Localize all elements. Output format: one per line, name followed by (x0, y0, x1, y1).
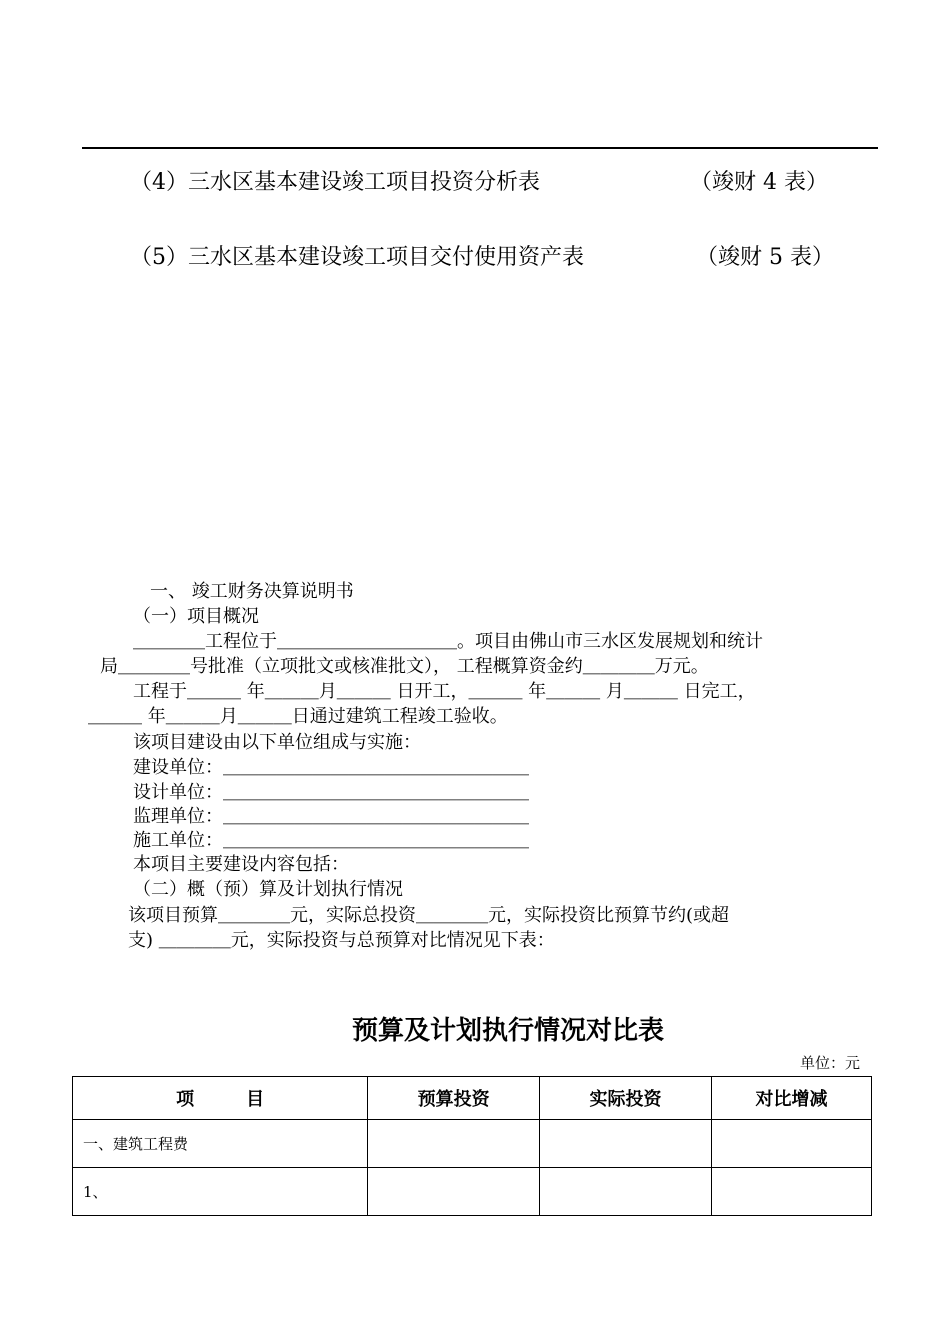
table-cell: 1、 (73, 1168, 368, 1216)
col-header-item-part-2: 目 (246, 1089, 265, 1110)
paragraph-2-line-1: 工程于＿＿＿ 年＿＿＿月＿＿＿ 日开工，＿＿＿ 年＿＿＿ 月＿＿＿ 日完工， (133, 681, 756, 702)
unit-build-line: 建设单位：＿＿＿＿＿＿＿＿＿＿＿＿＿＿＿＿＿ (133, 757, 529, 778)
list-item-5-code: （竣财 5 表） (696, 245, 834, 270)
paragraph-5-line-1: 该项目预算＿＿＿＿元，实际总投资＿＿＿＿元，实际投资比预算节约(或超 (128, 905, 730, 926)
subsection-heading-1: （一）项目概况 (133, 606, 259, 627)
table-cell (711, 1120, 871, 1168)
col-header-actual: 实际投资 (540, 1077, 712, 1120)
list-item-5 (130, 240, 584, 271)
table-cell (540, 1168, 712, 1216)
unit-supervise-line: 监理单位：＿＿＿＿＿＿＿＿＿＿＿＿＿＿＿＿＿ (133, 806, 529, 827)
list-item-4 (130, 165, 540, 196)
list-item-4-label: （4）三水区基本建设竣工项目投资分析表 (130, 170, 540, 195)
section-heading: 一、 竣工财务决算说明书 (150, 581, 354, 602)
table-cell: 一、建筑工程费 (73, 1120, 368, 1168)
list-item-5-label: （5）三水区基本建设竣工项目交付使用资产表 (130, 245, 584, 270)
table-row (73, 1120, 872, 1168)
subsection-heading-2: （二）概（预）算及计划执行情况 (133, 879, 403, 900)
paragraph-1-line-1: ＿＿＿＿工程位于＿＿＿＿＿＿＿＿＿＿。项目由佛山市三水区发展规划和统计 (133, 631, 763, 652)
comparison-table (72, 1076, 872, 1216)
col-header-item (73, 1077, 368, 1120)
paragraph-4: 本项目主要建设内容包括： (133, 854, 349, 875)
table-header-row (73, 1077, 872, 1120)
list-item-4-code: （竣财 4 表） (690, 170, 828, 195)
table-unit: 单位：元 (800, 1054, 861, 1072)
header-rule (82, 147, 878, 149)
table-cell (368, 1120, 540, 1168)
table-cell (368, 1168, 540, 1216)
table-title: 预算及计划执行情况对比表 (351, 1016, 664, 1046)
unit-construct-line: 施工单位：＿＿＿＿＿＿＿＿＿＿＿＿＿＿＿＿＿ (133, 830, 529, 851)
unit-design-line: 设计单位：＿＿＿＿＿＿＿＿＿＿＿＿＿＿＿＿＿ (133, 782, 529, 803)
col-header-budget: 预算投资 (368, 1077, 540, 1120)
table-cell (540, 1120, 712, 1168)
paragraph-5-line-2: 支) ＿＿＿＿元，实际投资与总预算对比情况见下表： (128, 930, 555, 951)
col-header-diff: 对比增减 (711, 1077, 871, 1120)
table-row (73, 1168, 872, 1216)
paragraph-1-line-2: 局＿＿＿＿号批准（立项批文或核准批文）， 工程概算资金约＿＿＿＿万元。 (100, 656, 709, 677)
col-header-item-part-1: 项 (176, 1089, 195, 1110)
paragraph-3: 该项目建设由以下单位组成与实施： (133, 732, 421, 753)
paragraph-2-line-2: ＿＿＿ 年＿＿＿月＿＿＿日通过建筑工程竣工验收。 (88, 706, 508, 727)
table-cell (711, 1168, 871, 1216)
